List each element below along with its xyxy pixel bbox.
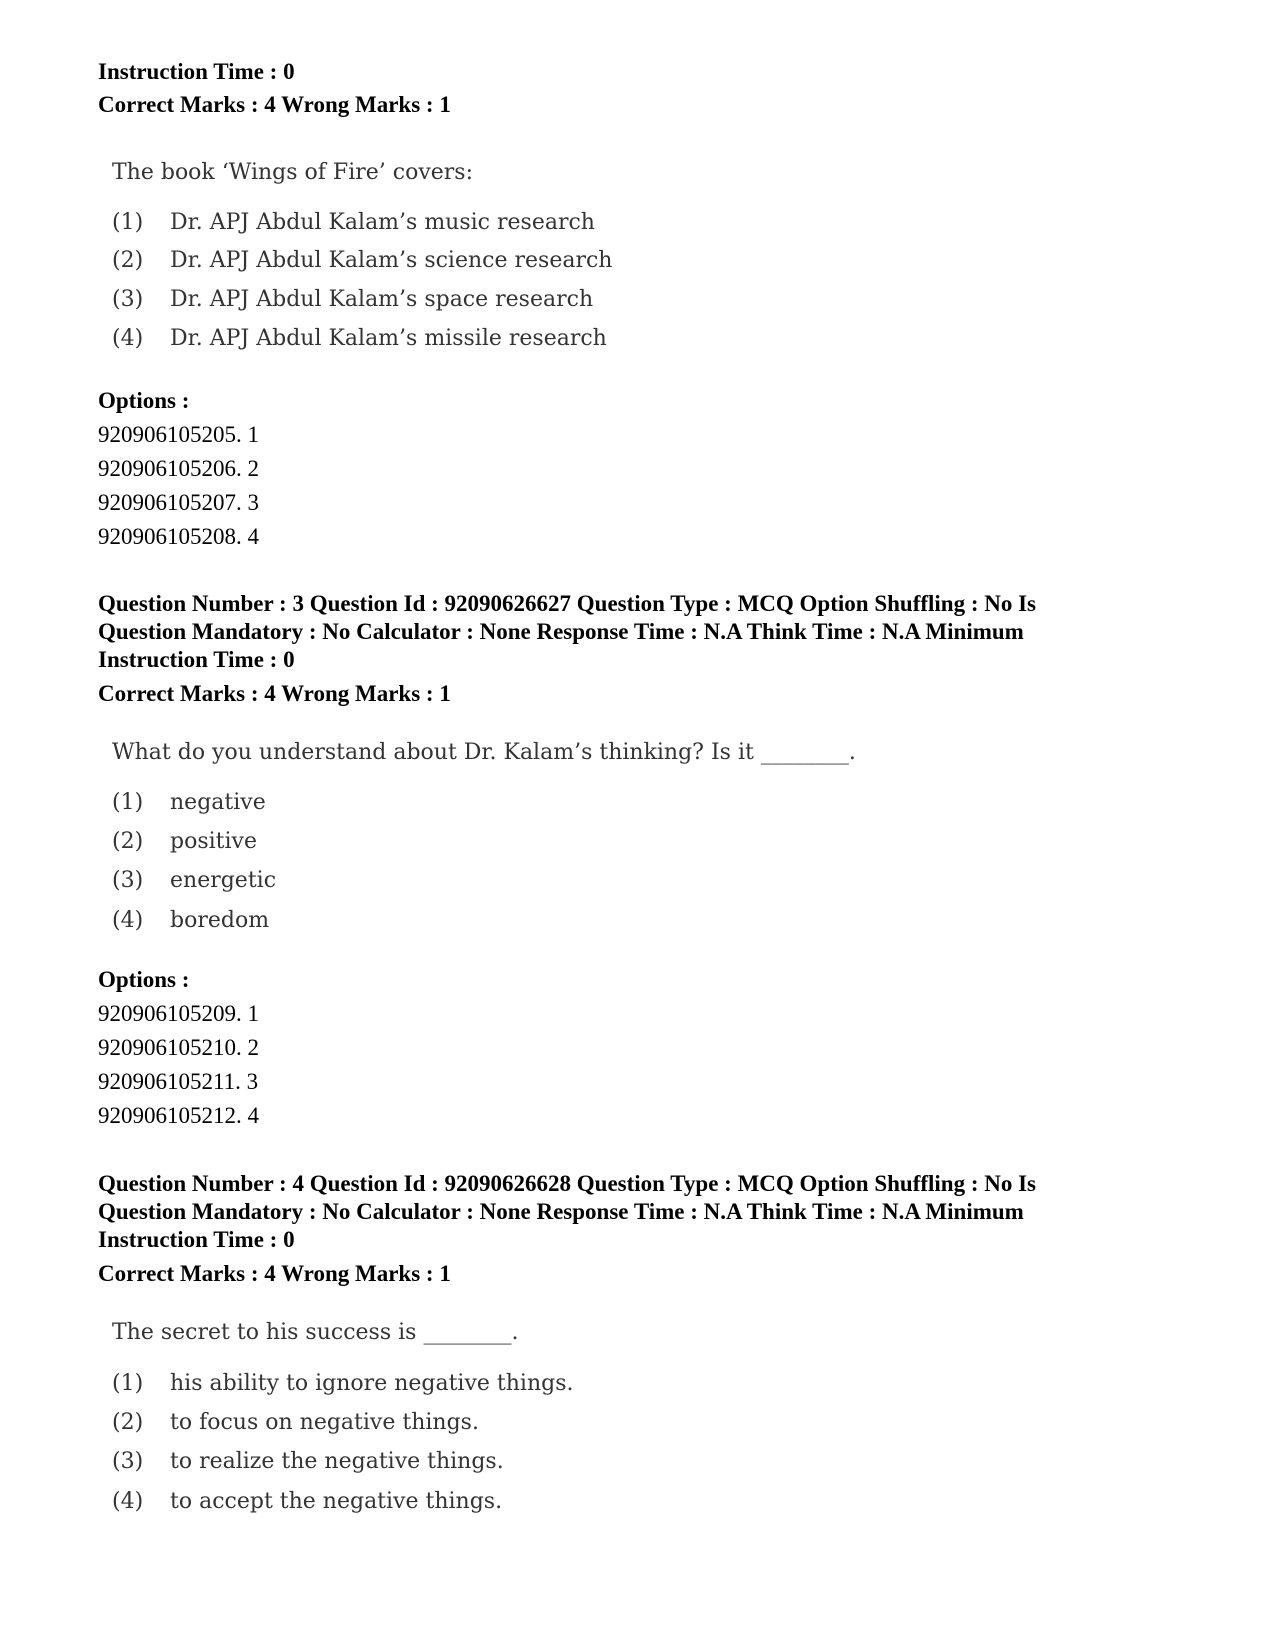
instruction-time: Instruction Time : 0 [98,647,295,672]
choice-item [112,866,276,896]
option-id: 920906105206. 2 [98,456,259,481]
choice-text: to focus on negative things. [170,1410,479,1435]
options-label: Options : [98,388,190,413]
choice-item [112,788,266,818]
marks-line: Correct Marks : 4 Wrong Marks : 1 [98,1261,451,1286]
question-header: Question Mandatory : No Calculator : None Response Time : N.A Think Time : N.A Minimum [98,1199,1024,1224]
marks-line: Correct Marks : 4 Wrong Marks : 1 [98,92,451,117]
choice-number: (2) [112,829,144,854]
choice-number: (3) [112,868,144,893]
choice-number: (4) [112,326,144,351]
choice-item [112,324,607,354]
instruction-time: Instruction Time : 0 [98,59,295,84]
question-header: Question Number : 3 Question Id : 92090626627 Question Type : MCQ Option Shuffling : No Is [98,591,1037,616]
question-stem: What do you understand about Dr. Kalam’s thinking? Is it ________. [112,740,856,765]
choice-number: (2) [112,1410,144,1435]
choice-item [112,208,595,238]
choice-text: Dr. APJ Abdul Kalam’s missile research [170,326,607,351]
choice-item [112,827,257,857]
choice-text: Dr. APJ Abdul Kalam’s space research [170,287,594,312]
question-stem: The book ‘Wings of Fire’ covers: [112,160,473,185]
choice-number: (3) [112,287,144,312]
choice-text: positive [170,829,257,854]
choice-item [112,906,269,936]
choice-number: (1) [112,790,144,815]
choice-item [112,1447,504,1477]
question-header: Question Number : 4 Question Id : 92090626628 Question Type : MCQ Option Shuffling : No Is [98,1171,1037,1196]
choice-text: to realize the negative things. [170,1449,504,1474]
choice-number: (4) [112,1489,144,1514]
question-image [112,738,856,933]
choice-item [112,285,593,315]
choice-item [112,246,612,276]
choice-number: (1) [112,210,144,235]
choice-number: (3) [112,1449,144,1474]
option-id: 920906105210. 2 [98,1035,259,1060]
choice-text: to accept the negative things. [170,1489,503,1514]
question-header: Question Mandatory : No Calculator : None Response Time : N.A Think Time : N.A Minimum [98,619,1024,644]
choice-text: Dr. APJ Abdul Kalam’s science research [170,248,613,273]
option-id: 920906105205. 1 [98,422,259,447]
choice-number: (2) [112,248,144,273]
question-image [112,1318,574,1514]
choice-text: Dr. APJ Abdul Kalam’s music research [170,210,595,235]
option-id: 920906105212. 4 [98,1103,259,1128]
choice-text: negative [170,790,266,815]
choice-item [112,1487,502,1517]
choice-number: (1) [112,1371,144,1396]
choice-item [112,1369,574,1399]
option-id: 920906105208. 4 [98,524,259,549]
option-id: 920906105209. 1 [98,1001,259,1026]
option-id: 920906105211. 3 [98,1069,259,1094]
choice-item [112,1408,479,1438]
choice-text: boredom [170,908,270,933]
choice-number: (4) [112,908,144,933]
marks-line: Correct Marks : 4 Wrong Marks : 1 [98,681,451,706]
question-stem: The secret to his success is ________. [112,1320,519,1345]
option-id: 920906105207. 3 [98,490,259,515]
options-label: Options : [98,967,190,992]
instruction-time: Instruction Time : 0 [98,1227,295,1252]
question-image [112,158,613,351]
choice-text: energetic [170,868,277,893]
choice-text: his ability to ignore negative things. [170,1371,574,1396]
